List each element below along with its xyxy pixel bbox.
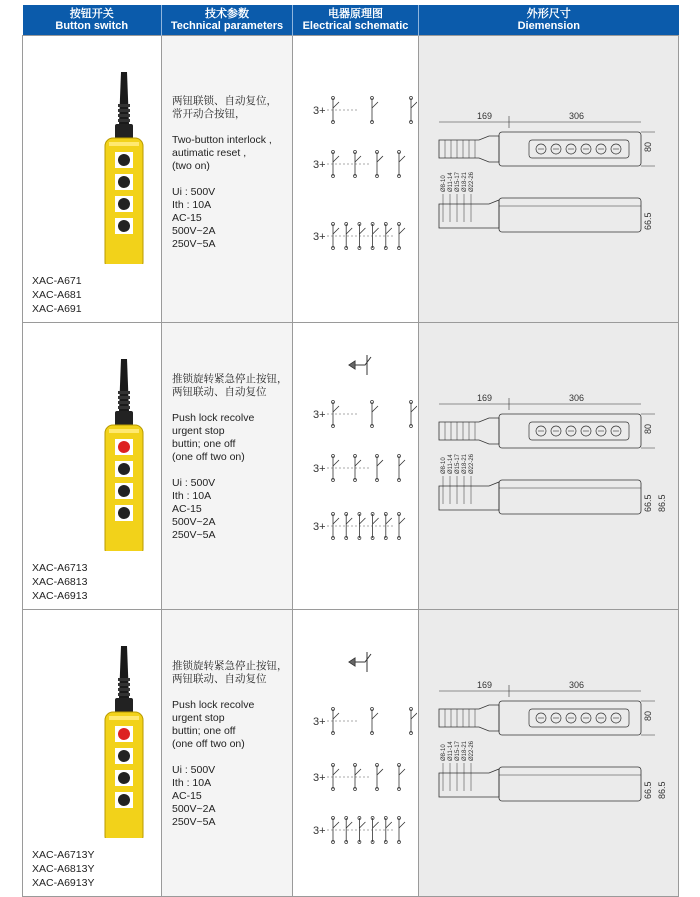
schematic-contact-group: [313, 97, 417, 124]
schematic-label: 3+: [313, 159, 326, 171]
schematic-contact-group: [349, 355, 371, 375]
product-table-wrapper: [22, 5, 678, 897]
cable-diameter-label: Ø22-26: [469, 740, 475, 761]
model-number: XAC-A6713Y: [32, 849, 95, 861]
cable-diameter-label: Ø22-26: [469, 453, 475, 474]
model-number: XAC-A681: [32, 289, 82, 301]
schematic-contact-group: [313, 401, 417, 428]
header-technical-parameters: [162, 5, 293, 36]
dim-width-label: 169: [477, 393, 493, 403]
model-number: XAC-A691: [32, 303, 82, 315]
dimension-drawing: [419, 323, 677, 604]
schematic-label: 3+: [313, 409, 326, 421]
schematic-contact-group: [313, 764, 405, 791]
model-list: [32, 848, 94, 890]
schematic-contact-group: [313, 817, 405, 844]
pendant-body: [105, 646, 143, 838]
schematic-contact-group: [313, 455, 405, 482]
model-list: [32, 561, 87, 603]
model-number: XAC-A6813: [32, 576, 88, 588]
dimension-top-view: [439, 680, 655, 735]
button-switch-cell: [23, 323, 162, 610]
schematic-label: 3+: [313, 825, 326, 837]
cable-diameter-label: Ø8-10: [441, 457, 447, 474]
electrical-schematic-diagram: [293, 36, 417, 317]
dim-length-label: 306: [569, 393, 585, 403]
schematic-label: 3+: [313, 105, 326, 117]
header-en: Diemension: [517, 20, 580, 32]
header-button-switch: [23, 5, 162, 36]
model-number: XAC-A6713: [32, 562, 88, 574]
dimension-drawing: [419, 610, 677, 891]
dimension-top-view: [439, 393, 655, 448]
schematic-contact-group: [313, 151, 405, 178]
product-row: [23, 36, 679, 323]
header-cn: 外形尺寸: [526, 8, 571, 20]
cable-diameter-label: Ø11-14: [448, 172, 454, 192]
cable-diameter-label: Ø18-21: [462, 453, 468, 474]
electrical-schematic-diagram: [293, 610, 417, 891]
product-table: [22, 5, 679, 897]
dim-depth-label: 66.5: [643, 781, 653, 799]
schematic-cell: [293, 610, 419, 897]
technical-parameters-text: 推锁旋转紧急停止按钮， 两钮联动、自动复位 Push lock recolve urgent stop buttin; one off (one off two on) Ui : 500V Ith : 10A AC-15 500V~2A 250V~5A: [172, 373, 288, 541]
dim-length-label: 306: [569, 111, 585, 121]
header-en: Electrical schematic: [302, 20, 409, 32]
cable-diameter-label: Ø11-14: [448, 454, 454, 474]
technical-parameters-text: 两钮联锁、自动复位， 常开动合按钮， Two-button interlock , autimatic reset , (two on) Ui : 500V Ith : 10A AC-15 500V~2A 250V~5A: [172, 95, 277, 250]
model-number: XAC-A6913: [32, 590, 88, 602]
header-electrical-schematic: [293, 5, 419, 36]
dim-overall-depth-label: 86.5: [657, 781, 667, 799]
dim-height-label: 80: [643, 423, 653, 434]
header-cn: 技术参数: [205, 8, 249, 20]
schematic-label: 3+: [313, 231, 326, 243]
schematic-label: 3+: [313, 463, 326, 475]
header-cn: 按钮开关: [69, 8, 114, 20]
dim-width-label: 169: [477, 111, 493, 121]
dimension-drawing: [419, 36, 677, 317]
model-number: XAC-A671: [32, 275, 82, 287]
cable-diameter-label: Ø22-26: [469, 171, 475, 192]
cable-diameter-label: Ø8-10: [441, 175, 447, 192]
dim-height-label: 80: [643, 710, 653, 721]
schematic-label: 3+: [313, 772, 326, 784]
dimension-cell: [419, 610, 679, 897]
dim-depth-label: 66.5: [643, 494, 653, 512]
button-switch-cell: [23, 610, 162, 897]
dim-depth-label: 66.5: [643, 212, 653, 230]
dim-width-label: 169: [477, 680, 493, 690]
technical-parameters-cell: [162, 36, 293, 323]
pendant-image: [23, 351, 162, 551]
header-en: Technical parameters: [170, 20, 284, 32]
dimension-cell: [419, 323, 679, 610]
cable-diameter-label: Ø15-17: [455, 453, 461, 474]
technical-parameters-text: 推锁旋转紧急停止按钮， 两钮联动、自动复位 Push lock recolve urgent stop buttin; one off (one off two on) Ui : 500V Ith : 10A AC-15 500V~2A 250V~5A: [172, 660, 288, 828]
header-en: Button switch: [55, 20, 129, 32]
technical-parameters-cell: [162, 610, 293, 897]
model-list: [32, 274, 82, 316]
header-cn: 电器原理图: [328, 8, 383, 20]
cable-diameter-label: Ø18-21: [462, 171, 468, 192]
header-row: [23, 5, 679, 36]
schematic-contact-group: [313, 513, 405, 540]
pendant-body: [105, 359, 143, 551]
schematic-label: 3+: [313, 521, 326, 533]
product-row: [23, 610, 679, 897]
schematic-contact-group: [313, 708, 417, 735]
cable-diameter-label: Ø18-21: [462, 740, 468, 761]
schematic-contact-group: [349, 652, 371, 672]
dimension-cell: [419, 36, 679, 323]
pendant-image: [23, 638, 162, 838]
dimension-top-view: [439, 111, 655, 166]
dimension-side-view: [439, 453, 667, 514]
schematic-label: 3+: [313, 716, 326, 728]
header-dimension: [419, 5, 679, 36]
dim-length-label: 306: [569, 680, 585, 690]
button-switch-cell: [23, 36, 162, 323]
schematic-cell: [293, 36, 419, 323]
model-number: XAC-A6913Y: [32, 877, 95, 889]
pendant-body: [105, 72, 143, 264]
cable-diameter-label: Ø15-17: [455, 171, 461, 192]
pendant-image: [23, 64, 162, 264]
cable-diameter-label: Ø11-14: [448, 741, 454, 761]
cable-diameter-label: Ø15-17: [455, 740, 461, 761]
technical-parameters-cell: [162, 323, 293, 610]
dimension-side-view: [439, 740, 667, 801]
schematic-cell: [293, 323, 419, 610]
product-row: [23, 323, 679, 610]
schematic-contact-group: [313, 223, 405, 250]
cable-diameter-label: Ø8-10: [441, 744, 447, 761]
electrical-schematic-diagram: [293, 323, 417, 604]
dim-overall-depth-label: 86.5: [657, 494, 667, 512]
dimension-side-view: [439, 171, 653, 232]
model-number: XAC-A6813Y: [32, 863, 95, 875]
dim-height-label: 80: [643, 141, 653, 152]
